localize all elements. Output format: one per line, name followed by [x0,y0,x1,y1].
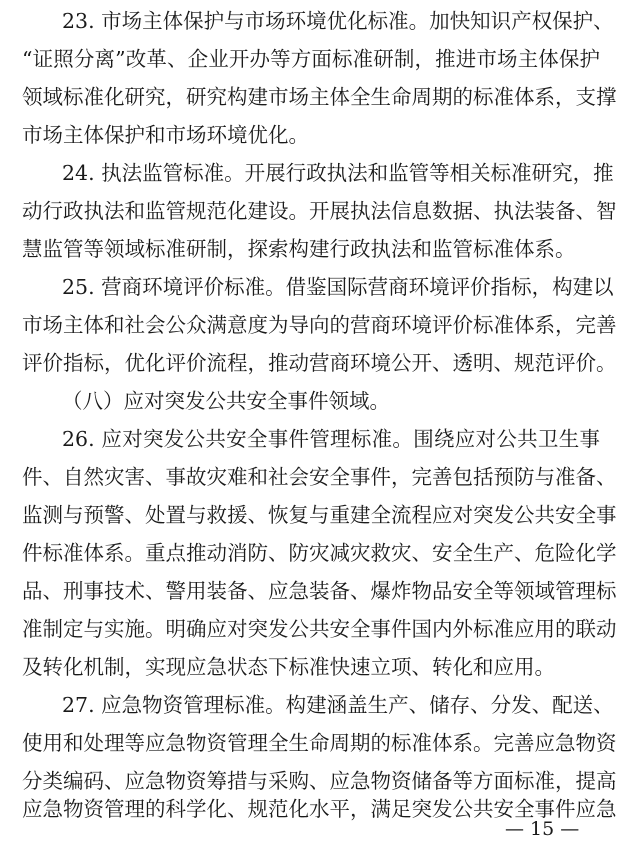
para-26-line-4: 件标准体系。重点推动消防、防灾减灾救灾、安全生产、危险化学 [22,541,617,565]
para-27-line-1: 27. 应急物资管理标准。构建涵盖生产、储存、分发、配送、 [62,693,614,717]
para-24-line-1: 24. 执法监管标准。开展行政执法和监管等相关标准研究，推 [62,161,614,185]
para-26-line-3: 监测与预警、处置与救援、恢复与重建全流程应对突发公共安全事 [22,503,617,527]
para-27-line-3: 分类编码、应急物资筹措与采购、应急物资储备等方面标准，提高 [22,769,617,793]
para-24-line-3: 慧监管等领域标准研制，探索构建行政执法和监管标准体系。 [22,237,576,261]
para-26-line-2: 件、自然灾害、事故灾难和社会安全事件，完善包括预防与准备、 [22,465,617,489]
para-27-line-2: 使用和处理等应急物资管理全生命周期的标准体系。完善应急物资 [22,731,617,755]
para-26-line-5: 品、刑事技术、警用装备、应急装备、爆炸物品安全等领域管理标 [22,579,617,603]
section-heading-8: （八）应对突发公共安全事件领域。 [62,389,390,413]
para-26-line-1: 26. 应对突发公共安全事件管理标准。围绕应对公共卫生事 [62,427,600,451]
para-25-line-2: 市场主体和社会公众满意度为导向的营商环境评价标准体系，完善 [22,313,617,337]
para-23-line-2: “证照分离”改革、企业开办等方面标准研制，推进市场主体保护 [22,47,600,71]
para-23-line-4: 市场主体保护和市场环境优化。 [22,123,309,147]
para-26-line-7: 及转化机制，实现应急状态下标准快速立项、转化和应用。 [22,655,555,679]
para-27-line-4: 应急物资管理的科学化、规范化水平，满足突发公共安全事件应急 [22,797,617,821]
page-number: — 15 — [505,818,580,840]
para-25-line-1: 25. 营商环境评价标准。借鉴国际营商环境评价指标，构建以 [62,275,614,299]
para-24-line-2: 动行政执法和监管规范化建设。开展执法信息数据、执法装备、智 [22,199,617,223]
para-25-line-3: 评价指标，优化评价流程，推动营商环境公开、透明、规范评价。 [22,351,617,375]
para-26-line-6: 准制定与实施。明确应对突发公共安全事件国内外标准应用的联动 [22,617,617,641]
para-23-line-1: 23. 市场主体保护与市场环境优化标准。加快知识产权保护、 [62,9,614,33]
para-23-line-3: 领域标准化研究，研究构建市场主体全生命周期的标准体系，支撑 [22,85,617,109]
